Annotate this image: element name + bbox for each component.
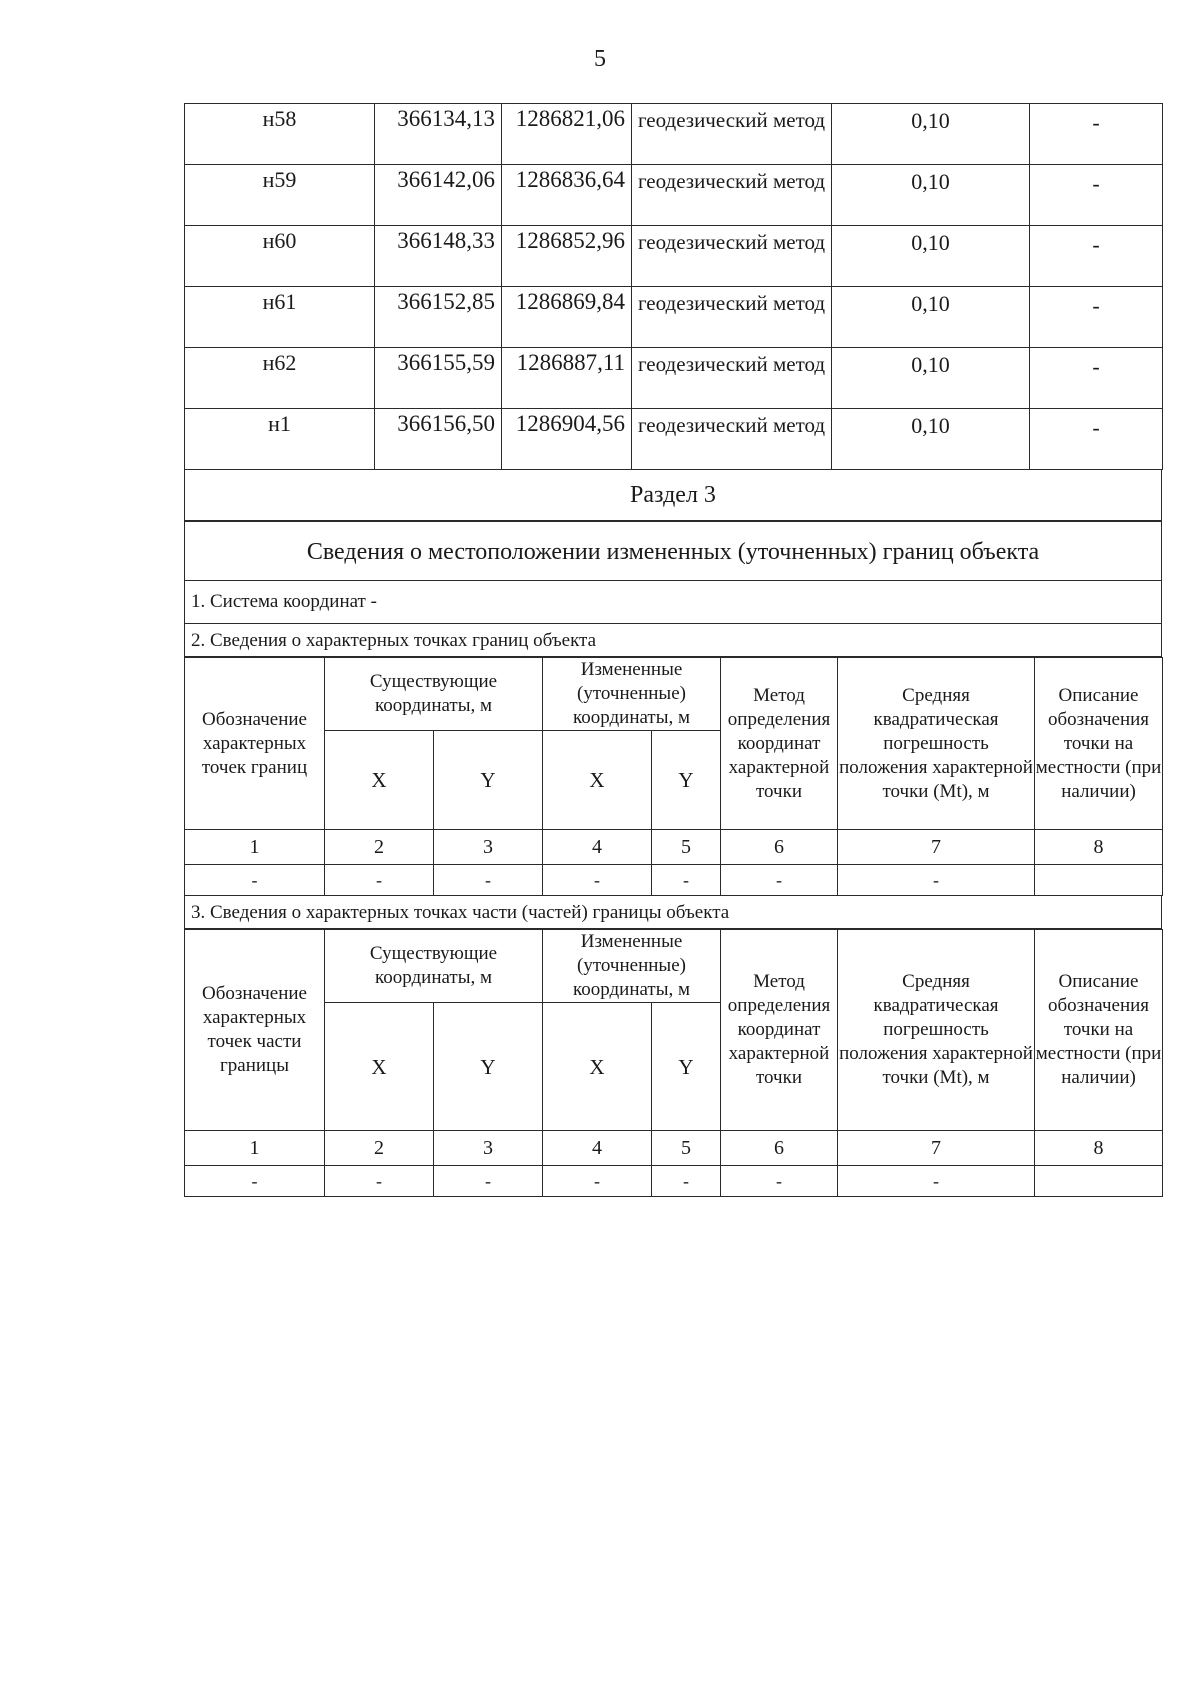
column-number: 8 <box>1035 830 1163 865</box>
section-title: Сведения о местоположении измененных (уточненных) границ объекта <box>184 521 1162 581</box>
header-existing-y: Y <box>434 731 543 830</box>
method-cell: геодезический метод <box>632 226 832 287</box>
header-changed-x: X <box>543 1003 652 1131</box>
table-cell: - <box>325 1166 434 1197</box>
table-cell: - <box>185 1166 325 1197</box>
boundary-points-table <box>184 103 1163 470</box>
table-row <box>185 226 1163 287</box>
column-number: 4 <box>543 830 652 865</box>
mean-error-cell: 0,10 <box>832 287 1030 348</box>
table-cell: - <box>434 1166 543 1197</box>
header-description: Описание обозначения точки на местности (при наличии) <box>1035 930 1163 1131</box>
header-changed-y: Y <box>652 1003 721 1131</box>
coordinate-x: 366156,50 <box>375 409 502 470</box>
table-cell: - <box>185 865 325 896</box>
point-designation: н61 <box>185 287 375 348</box>
method-cell: геодезический метод <box>632 104 832 165</box>
column-number: 5 <box>652 830 721 865</box>
table-row <box>185 409 1163 470</box>
point-designation: н59 <box>185 165 375 226</box>
header-changed-x: X <box>543 731 652 830</box>
coordinate-y: 1286887,11 <box>502 348 632 409</box>
description-cell: - <box>1030 104 1163 165</box>
header-changed-coords: Измененные (уточненные) координаты, м <box>543 658 721 731</box>
column-number: 1 <box>185 830 325 865</box>
header-designation: Обозначение характерных точек части границы <box>185 930 325 1131</box>
header-method: Метод определения координат характерной точки <box>721 658 838 830</box>
column-number-row <box>185 830 1163 865</box>
coordinate-x: 366152,85 <box>375 287 502 348</box>
description-cell: - <box>1030 226 1163 287</box>
document-body <box>184 103 1162 1197</box>
column-number: 2 <box>325 830 434 865</box>
coordinate-y: 1286869,84 <box>502 287 632 348</box>
table-cell: - <box>838 1166 1035 1197</box>
table-row <box>185 165 1163 226</box>
table-cell: - <box>652 1166 721 1197</box>
header-changed-y: Y <box>652 731 721 830</box>
header-mean-error: Средняя квадратическая погрешность положения характерной точки (Mt), м <box>838 930 1035 1131</box>
table-cell: - <box>543 865 652 896</box>
point-designation: н60 <box>185 226 375 287</box>
coordinate-y: 1286852,96 <box>502 226 632 287</box>
header-designation: Обозначение характерных точек границ <box>185 658 325 830</box>
mean-error-cell: 0,10 <box>832 409 1030 470</box>
method-cell: геодезический метод <box>632 287 832 348</box>
column-number-row <box>185 1131 1163 1166</box>
boundary-points-changes-table <box>184 657 1163 896</box>
boundary-part-points-table <box>184 929 1163 1197</box>
table-cell: - <box>838 865 1035 896</box>
table-cell: - <box>434 865 543 896</box>
point-designation: н58 <box>185 104 375 165</box>
column-number: 2 <box>325 1131 434 1166</box>
coordinate-system-line: 1. Система координат - <box>184 581 1162 624</box>
subsection-3-caption: 3. Сведения о характерных точках части (частей) границы объекта <box>184 896 1162 929</box>
header-mean-error: Средняя квадратическая погрешность положения характерной точки (Mt), м <box>838 658 1035 830</box>
column-number: 7 <box>838 1131 1035 1166</box>
table-cell <box>1035 1166 1163 1197</box>
mean-error-cell: 0,10 <box>832 104 1030 165</box>
mean-error-cell: 0,10 <box>832 226 1030 287</box>
header-description: Описание обозначения точки на местности (при наличии) <box>1035 658 1163 830</box>
header-existing-y: Y <box>434 1003 543 1131</box>
mean-error-cell: 0,10 <box>832 165 1030 226</box>
table-row <box>185 1166 1163 1197</box>
header-existing-coords: Существующие координаты, м <box>325 930 543 1003</box>
table-cell: - <box>721 1166 838 1197</box>
subsection-2-caption: 2. Сведения о характерных точках границ объекта <box>184 624 1162 657</box>
coordinate-x: 366134,13 <box>375 104 502 165</box>
method-cell: геодезический метод <box>632 348 832 409</box>
point-designation: н1 <box>185 409 375 470</box>
method-cell: геодезический метод <box>632 409 832 470</box>
table-cell: - <box>721 865 838 896</box>
coordinate-x: 366148,33 <box>375 226 502 287</box>
description-cell: - <box>1030 409 1163 470</box>
description-cell: - <box>1030 287 1163 348</box>
method-cell: геодезический метод <box>632 165 832 226</box>
column-number: 6 <box>721 830 838 865</box>
point-designation: н62 <box>185 348 375 409</box>
table-row <box>185 348 1163 409</box>
mean-error-cell: 0,10 <box>832 348 1030 409</box>
coordinate-x: 366142,06 <box>375 165 502 226</box>
section-heading: Раздел 3 <box>184 470 1162 521</box>
column-number: 3 <box>434 830 543 865</box>
column-number: 5 <box>652 1131 721 1166</box>
table-cell: - <box>543 1166 652 1197</box>
column-number: 4 <box>543 1131 652 1166</box>
header-existing-coords: Существующие координаты, м <box>325 658 543 731</box>
table-cell <box>1035 865 1163 896</box>
header-method: Метод определения координат характерной точки <box>721 930 838 1131</box>
table-row <box>185 104 1163 165</box>
column-number: 1 <box>185 1131 325 1166</box>
table-cell: - <box>652 865 721 896</box>
coordinate-y: 1286821,06 <box>502 104 632 165</box>
coordinate-y: 1286836,64 <box>502 165 632 226</box>
coordinate-x: 366155,59 <box>375 348 502 409</box>
table-cell: - <box>325 865 434 896</box>
coordinate-y: 1286904,56 <box>502 409 632 470</box>
header-existing-x: X <box>325 1003 434 1131</box>
column-number: 6 <box>721 1131 838 1166</box>
column-number: 3 <box>434 1131 543 1166</box>
column-number: 8 <box>1035 1131 1163 1166</box>
table-row <box>185 287 1163 348</box>
page-number: 5 <box>594 46 606 72</box>
header-existing-x: X <box>325 731 434 830</box>
description-cell: - <box>1030 165 1163 226</box>
header-changed-coords: Измененные (уточненные) координаты, м <box>543 930 721 1003</box>
table-row <box>185 865 1163 896</box>
column-number: 7 <box>838 830 1035 865</box>
description-cell: - <box>1030 348 1163 409</box>
